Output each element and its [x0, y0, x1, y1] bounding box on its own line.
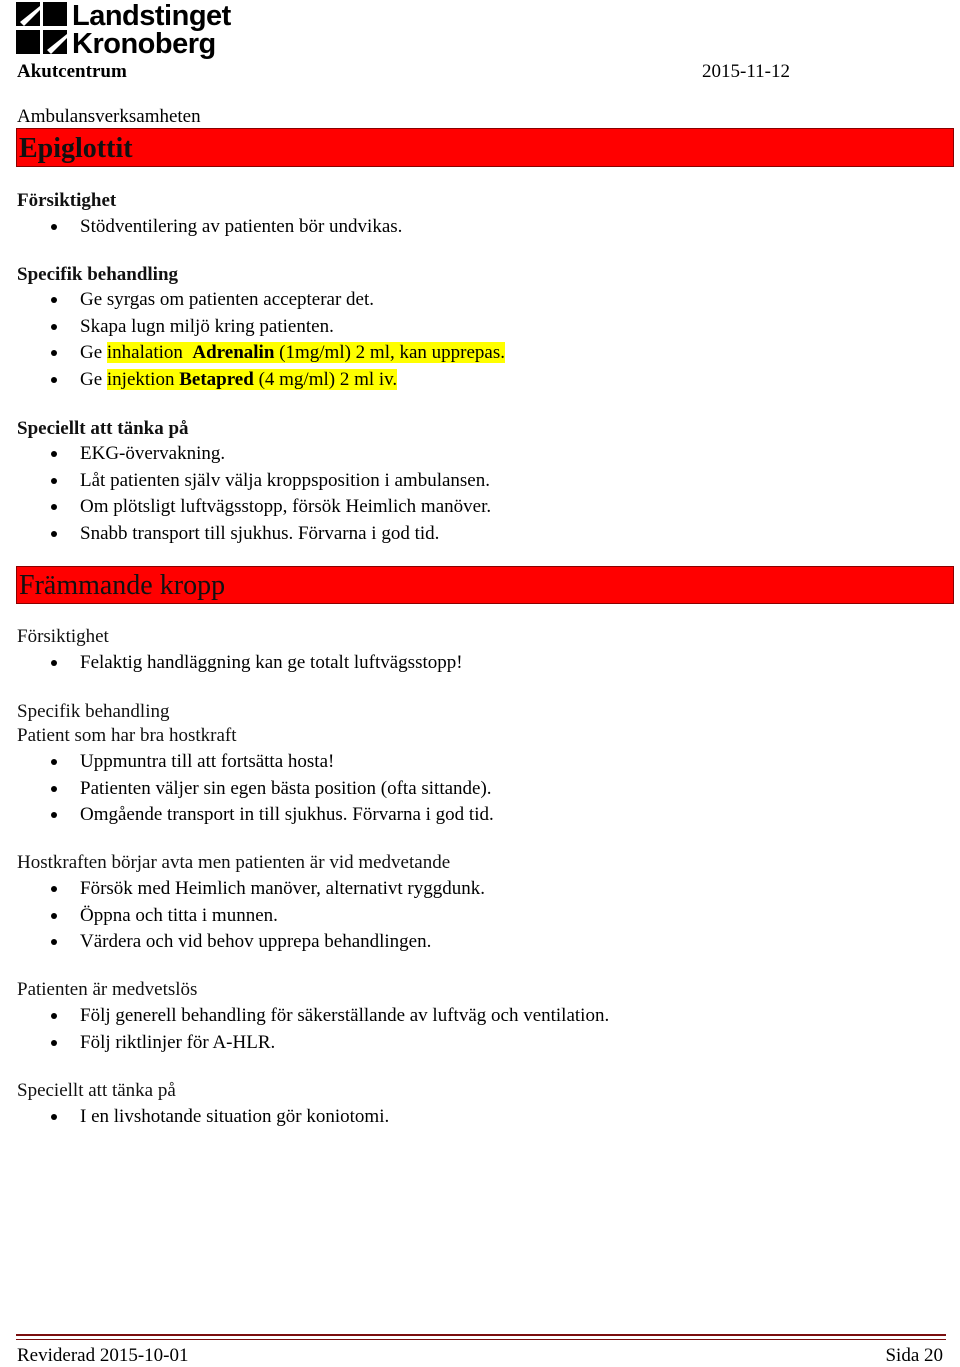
list-item: Värdera och vid behov upprepa behandlingen.	[0, 931, 485, 958]
treatment-heading: Specifik behandling	[17, 264, 179, 285]
list-item: Felaktig handläggning kan ge totalt luftvägsstopp!	[0, 652, 463, 679]
document-date: 2015-11-12	[702, 61, 790, 82]
logo-wordmark: Landstinget Kronoberg	[72, 0, 231, 60]
consider-heading: Speciellt att tänka på	[17, 418, 189, 439]
list-item: Låt patienten själv välja kroppsposition i ambulansen.	[0, 470, 491, 497]
consider-heading: Speciellt att tänka på	[17, 1080, 176, 1101]
footer-divider	[16, 1334, 946, 1340]
list-item: EKG-övervakning.	[0, 443, 491, 470]
list-item: Omgående transport in till sjukhus. Förvarna i god tid.	[0, 804, 494, 831]
subgroup-list	[0, 878, 485, 958]
list-item: Ge injektion Betapred (4 mg/ml) 2 ml iv.	[0, 369, 505, 396]
list-item: Uppmuntra till att fortsätta hosta!	[0, 751, 494, 778]
page-number: Sida 20	[885, 1345, 943, 1366]
list-item: Stödventilering av patienten bör undvikas.	[0, 216, 402, 243]
caution-list	[0, 652, 463, 679]
treatment-heading: Specifik behandling	[17, 701, 170, 722]
subgroup-list	[0, 751, 494, 831]
subgroup-heading: Patient som har bra hostkraft	[17, 725, 237, 746]
treatment-list	[0, 289, 505, 395]
caution-heading: Försiktighet	[17, 190, 117, 211]
subgroup-heading: Hostkraften börjar avta men patienten är vid medvetande	[17, 852, 451, 873]
consider-list	[0, 443, 491, 549]
drug-name: Adrenalin	[192, 342, 275, 363]
list-item: Försök med Heimlich manöver, alternativt ryggdunk.	[0, 878, 485, 905]
section-title-bar-frammande-kropp	[16, 566, 954, 604]
revision-date: Reviderad 2015-10-01	[17, 1345, 189, 1366]
list-item: Skapa lugn miljö kring patienten.	[0, 316, 505, 343]
consider-list	[0, 1106, 389, 1133]
caution-list	[0, 216, 402, 243]
list-item: I en livshotande situation gör koniotomi.	[0, 1106, 389, 1133]
list-item: Patienten väljer sin egen bästa position (ofta sittande).	[0, 778, 494, 805]
section-title-bar-epiglottit	[16, 128, 954, 167]
section-title: Epiglottit	[19, 133, 133, 164]
list-item: Följ riktlinjer för A-HLR.	[0, 1032, 609, 1059]
list-item: Ge syrgas om patienten accepterar det.	[0, 289, 505, 316]
list-item: Öppna och titta i munnen.	[0, 905, 485, 932]
subgroup-heading: Patienten är medvetslös	[17, 979, 198, 1000]
list-item: Snabb transport till sjukhus. Förvarna i god tid.	[0, 523, 491, 550]
unit-name: Ambulansverksamheten	[17, 106, 201, 127]
caution-heading: Försiktighet	[17, 626, 109, 647]
list-item: Ge inhalation Adrenalin (1mg/ml) 2 ml, kan upprepas.	[0, 342, 505, 369]
highlighted-route: inhalation Adrenalin (1mg/ml) 2 ml, kan upprepas.	[106, 342, 506, 363]
list-item: Om plötsligt luftvägsstopp, försök Heimlich manöver.	[0, 496, 491, 523]
department-name: Akutcentrum	[17, 61, 127, 82]
logo-mark-icon	[16, 2, 68, 56]
drug-name: Betapred	[179, 368, 254, 390]
landstinget-kronoberg-logo	[16, 2, 236, 60]
highlighted-route: injektion Betapred (4 mg/ml) 2 ml iv.	[106, 368, 398, 390]
section-title: Främmande kropp	[19, 570, 226, 601]
list-item: Följ generell behandling för säkerställande av luftväg och ventilation.	[0, 1005, 609, 1032]
subgroup-list	[0, 1005, 609, 1058]
